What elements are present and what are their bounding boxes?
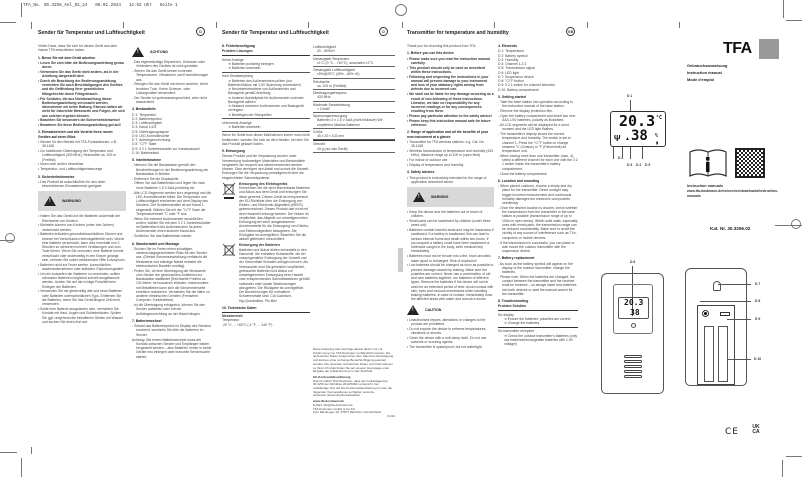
transmitter-front: [601, 273, 664, 394]
vent-slot: [624, 370, 642, 373]
list-item: - Das eigenmächtige Reparieren, Umbauen oder Verändern des Gerätes ist nicht gestattet.: [132, 60, 206, 69]
list-item: - When having more than one transmitter (max. 3), select a different channel for each one with the 3 2 1 switch inside the transmitter's battery compartment.: [498, 153, 578, 171]
solution-item: ➜ Ensure the batteries' polarities are correct: [504, 316, 571, 321]
battery-bin-icon: [222, 243, 236, 303]
list-item: • For indoor or outdoor use: [407, 158, 448, 163]
crop-mark: [782, 460, 783, 477]
list-item: • Please keep this instruction manual safe for future reference.: [407, 118, 491, 128]
list-item: - If the transmission is successful, you can place or wall mount the outdoor transmitter with the suspension device.: [498, 240, 575, 253]
list-item: • We shall not be liable for any damage occurring as a result of non-following of these instructions. Likewise, we take no responsibility for any incorrect readings or for any consequences resulting from them.: [407, 92, 494, 114]
list-item: • Display of temperature and humidity: [407, 163, 464, 167]
channel-icon: ▮: [656, 140, 659, 145]
intro-text: Vielen Dank, dass Sie sich für dieses Gerät aus dem Hause TFA entschieden haben.: [38, 44, 118, 53]
leader-line: [642, 147, 643, 159]
spec-row: [313, 56, 395, 68]
spec-label: Reichweite: [313, 79, 330, 84]
crop-mark: [0, 22, 16, 23]
problem-label: Keine Anzeige: [222, 57, 244, 62]
list-item: - The transmitter's display shows the current temperature and humidity. The switch is set to channel 1. Press the °C/°F button to change between °C (Celsius) or °F (Fahrenheit) as temperature unit.: [498, 132, 571, 154]
section-title: 8. Troubleshooting: [498, 299, 529, 304]
list-item: - Prüfen Sie, ob eine Übertragung der Messwerte vom Sender am gewünschten Aufstellort zur Basisstation stattfindet (Reichweite Freifeld ca. 100 Meter, bei massiven Wänden, insbesondere mit Metallteilen kann sich die Sendereichweite erheblich reduzieren. Vermeiden Sie die Nähe zu anderen elektrischen Geräten (Fernseher, Computer, Funktelefone).: [132, 268, 210, 303]
list-item: - Sobald das Batteriesymbol im Display des Senders erscheint, wechseln Sie bitte die Batterien im Sender.: [132, 324, 211, 337]
divider: [222, 118, 310, 119]
qr-code[interactable]: [735, 148, 765, 178]
list-item: • Please make sure you read the instruction manual carefully.: [407, 56, 490, 65]
list-item: • Do not expose the device to extreme temperatures, vibrations or shocks.: [407, 326, 487, 335]
doc-type-en: Instruction manual: [687, 70, 722, 75]
disposal-electronics-text: Entnehmen Sie die nicht festverbaute Batterien und Akkus aus dem Gerät und entsorgen Sie diese getrennt. Dieses Gerät ist entsprechend der EU-Richtlinie über die Entsorgung von Elektro- und Elektronik-Altgeräten (WEEE) gekennzeichnet. Dieses Produkt darf nicht mit dem Hausmüll entsorgt werden. Der Nutzer ist verpflichtet, das Altgerät zur umweltgerechten Entsorgung bei einer ausgewiesenen Annahmestelle für die Entsorgung von Elektro- und Elektronikgeräten abzugeben. Die Rückgabe ist unentgeltlich. Beachten Sie die aktuell geltenden Vorschriften!: [239, 186, 310, 241]
section-title: 7. Batteriewechsel: [132, 318, 162, 323]
de-left-col1: [38, 44, 126, 325]
list-item: • Zur kabellosen Übertragung der Temperatur und Luftfeuchtigkeit (433 MHz), Reichweite ca. 100 m (Freifeld): [38, 149, 116, 162]
list-item: D 8: °C/°F button: [498, 79, 524, 83]
disposal-text: Dieses Produkt und die Verpackung wurden unter Verwendung hochwertiger Materialien und Bestandteile hergestellt, die recycelt und wiederverwendet werden können. Dies verringert den Abfall und schont die Umwelt. Entsorgen Sie die Verpackung umweltgerecht über die eingerichteten Sammelsysteme.: [222, 154, 310, 180]
list-item: D 10: Batteriefach: [132, 150, 160, 155]
section-title: 4. Bestandteile: [132, 107, 156, 112]
solution-item: ➜ Neuinbetriebnahme von Außensender und Basisgerät gemäß Anleitung: [228, 87, 296, 96]
list-item: - Reinigen Sie das Gerät mit einem weichen, leicht feuchten Tuch. Keine Scheuer- oder Lösungsmittel verwenden!: [132, 82, 208, 95]
list-item: D 8: °C/°F Taste: [132, 142, 157, 147]
table-header: Problem Solution: [498, 304, 527, 309]
spec-row: [313, 67, 395, 79]
de-right-col2-specs: [313, 44, 395, 153]
list-item: • Batterien nicht ins Feuer werfen, kurzschließen, auseinandernehmen oder aufladen. Explosionsgefahr!: [38, 262, 124, 272]
solution-item: ➜ Beseitigen der Störquellen: [228, 112, 272, 117]
list-item: • The transmitter is splashproof, but not watertight.: [407, 344, 483, 349]
intro-text: Thank you for choosing this product from TFA.: [407, 44, 477, 48]
date-code: 01/24: [387, 413, 395, 418]
list-item: - Once the desired location is chosen, check whether the transmission from the transmitter to the base station is possible (transmission range of up to 100m in open areas). Within solid walls, especially ones with metal parts, the transmission range can be reduced considerably. Make sure to avoid the vicinity of any source of interference such as TVs, computers or mobile devices.: [498, 205, 578, 240]
list-item: • Halten Sie das Gerät und die Batterien außerhalb der Reichweite von Kindern.: [38, 214, 121, 223]
solution-item: ➜ Anderen Aufstellplatz für Außensender und/oder Basisgerät wählen: [228, 95, 304, 104]
list-item: • Durch die Beachtung der Bedienungsanleitung vermeiden Sie auch Beschädigungen des Gerätes und die Gefährdung Ihrer gesetzlichen Mängelrechte durch Fehlgebrauch.: [38, 78, 123, 96]
list-item: - Öffnen Sie das Batteriefach und legen Sie zwei neue Batterien 1,5 V AAA polrichtig ein.: [132, 181, 205, 190]
list-item: D 7: Aufhängevorrichtung: [132, 138, 171, 143]
caution-icon: [407, 305, 419, 315]
battery-compartment: [697, 305, 735, 385]
list-item: • Bewahren Sie diese Bedienungsanleitung gut auf!: [38, 123, 121, 128]
tfa-logo: [723, 39, 779, 59]
list-item: D 7: Suspension device: [498, 74, 534, 79]
en-col1: [407, 44, 494, 350]
caution-icon: [132, 47, 144, 57]
list-item: D 5: Transmission signal: [498, 66, 535, 71]
leader-line: [700, 301, 751, 302]
spec-label: Luftfeuchtigkeit: [313, 45, 336, 49]
section-title: 2. Einsatzbereich und alle Vorteile Ihres neuen Gerätes auf einen Blick: [38, 130, 113, 139]
list-item: • Für Schäden, die aus Nichtbeachtung dieser Bedienungsanleitung verursacht werden, übernehmen wir keine Haftung. Ebenso haften wir nicht für inkorrekte Messwerte und Folgen, die sich aus solchen ergeben können.: [38, 96, 125, 118]
section-title: 6. Standortwahl und Montage: [132, 241, 180, 246]
list-item: D 3: Humidity: [498, 57, 519, 62]
leader-line: [728, 359, 751, 360]
divider: [498, 310, 578, 311]
front-lcd-temp: 20.3: [624, 298, 644, 307]
list-item: • Batteries contain harmful acids and may be hazardous if swallowed. If a battery is swallowed, this can lead to serious internal burns and death within two hours. If you suspect a battery could have been swallowed or otherwise caught in the body, seek medical help immediately.: [407, 228, 494, 254]
flag-de: D: [196, 27, 205, 36]
list-item: - Remove the display protection film.: [498, 109, 553, 114]
registration-mark: [395, 4, 407, 16]
spec-value: 433 MHz: [317, 95, 331, 100]
crop-mark: [21, 3, 22, 17]
list-item: • Das Produkt ist ausschließlich für den oben beschriebenen Einsatzbereich geeignet.: [38, 179, 106, 188]
list-item: D 3: Luftfeuchtigkeit: [132, 121, 162, 126]
crop-mark: [783, 0, 784, 18]
list-item: - Close the battery compartment.: [498, 171, 548, 176]
list-item: - Setzen Sie das Gerät keinen extremen Temperaturen, Vibrationen und Erschütterungen aus.: [132, 69, 209, 82]
spec-label: Gewicht: [313, 142, 326, 147]
vent-slot: [624, 375, 642, 378]
flag-gb: GB: [566, 27, 575, 36]
page-title-de-left: Sender für Temperatur und Luftfeuchtigkeit: [38, 30, 145, 36]
front-window: [613, 284, 653, 334]
list-item: D 2: Battery symbol: [498, 53, 528, 58]
list-item: • Temperatur- und Luftfeuchtigkeitsanzeige: [38, 167, 103, 172]
list-item: • This product is exclusively intended for the range of application described above.: [407, 175, 487, 184]
table-header: Problem Lösungen: [222, 49, 253, 54]
spec-value: ca. 100 m (Freifeld): [317, 83, 347, 88]
spec-row: [313, 79, 395, 91]
front-lcd-hum: 38: [630, 308, 640, 317]
list-item: - When placed outdoors, choose a shady and dry place for the transmitter. Direct sunlight may trigger incorrect measurement and continuous humidity damages the electronic components needlessly.: [498, 184, 572, 206]
section-title: 6. Location and mounting: [498, 178, 540, 183]
suspension-device: [713, 281, 721, 291]
weee-block: [222, 182, 310, 242]
spec-label: Temperatur: [222, 318, 240, 323]
label-d5: D 5: [645, 163, 651, 167]
lcd-display: [610, 111, 666, 147]
page-title-de-right: Sender für Temperatur und Luftfeuchtigkeit: [222, 30, 329, 36]
list-item: D 6: LED-Kontrollleuchte: [132, 133, 170, 138]
list-item: - Alle LCD-Segmente werden kurz angezeigt und die LED-Kontrollleuchte blinkt. Die Temperatur und Luftfeuchtigkeit erscheinen auf dem Display des Senders. Der Schiebeschalter ist auf Kanal 1 eingestellt. Wählen Sie mit der °C/°F Taste die Temperatureinheit °C oder °F aus.: [132, 190, 211, 216]
list-item: - Open the battery compartment and insert two new AAA 1.5V batteries, polarity as illustrated.: [498, 113, 576, 123]
list-item: • Clean the device with a soft damp cloth. Do not use solvents or scouring agents.: [407, 335, 487, 345]
warning-label: WARNUNG: [62, 199, 81, 204]
crop-mark: [0, 452, 17, 453]
section-title: 8. Fehlerbeseitigung: [222, 44, 255, 48]
crop-mark: [494, 22, 495, 28]
label-d2: D 2: [636, 163, 642, 167]
email-link[interactable]: E-Mail: info@tfa-dostmann.de: [313, 402, 353, 407]
solution-item: ➜ Batterien polrichtig einlegen: [228, 61, 274, 66]
list-item: • Following and respecting the instructions in your manual will prevent damage to your instrument and loss of your statutory rights arising from defects due to incorrect use.: [407, 74, 489, 92]
list-item: Achtung: Bei einem Batteriewechsel muss der Kontakt zwischen Sender und Empfänger wieder hergestellt werden – also Batterien immer in beide Geräte neu einlegen oder manuelle Sendersuche starten.: [132, 337, 212, 359]
spec-value: 45 x 20 x 102 mm: [317, 134, 344, 138]
company-name: TFA Dostmann GmbH & Co.KG: [313, 406, 356, 411]
spec-label: Spannungsversorgung: [313, 114, 348, 118]
leader-line: [718, 284, 751, 285]
spec-subtitle: Messbereich: [222, 314, 243, 318]
celsius-fahrenheit-button[interactable]: [702, 310, 709, 317]
warning-box: [407, 187, 494, 207]
list-item: • This product should only be used as described within these instructions.: [407, 65, 486, 74]
manuals-info: [687, 184, 787, 199]
de-left-col2: [132, 44, 212, 359]
vent-slot: [624, 355, 642, 358]
list-item: D 4: Kanal 1/2/3: [132, 125, 157, 130]
speaker-grille: [612, 354, 654, 380]
list-item: • Verwenden Sie nie gleichzeitig alte und neue Batterien oder Batterien unterschiedlichen Typs. Entfernen Sie die Batterien, wenn Sie das Gerät längere Zeit nicht verwenden.: [38, 289, 123, 307]
spec-row: [313, 129, 395, 141]
manual-book-icon: [688, 148, 728, 178]
crop-mark: [21, 458, 22, 477]
caution-label: ACHTUNG: [150, 49, 168, 54]
battery-icon: ▲: [625, 136, 630, 142]
spec-value: -20 °C … +60°C (-4 °F … 140 °F): [222, 322, 273, 327]
solution-item: ➜ Batterien des Außensenders prüfen (nur Batterien/Akkus mit 1,5V Spannung verwenden!): [228, 78, 302, 87]
troubleshooting-note: Wenn Ihr Gerät trotz dieser Maßnahmen immer noch nicht funktioniert, wenden Sie sich an den Händler, bei dem Sie das Produkt gekauft haben.: [222, 133, 310, 146]
section-title: 3. Safety advices: [407, 170, 435, 175]
crop-mark: [31, 22, 32, 29]
list-item: • Innen oder außen einsetzbar: [38, 162, 84, 167]
warning-icon: [413, 192, 425, 202]
label-d3: D 3: [627, 163, 633, 167]
label-d9: D 9: [755, 317, 761, 321]
weee-bin-icon: [222, 182, 236, 242]
solution-item: ➜ Check the outdoor transmitter's batteries (only use batteries/rechargeable batteries with 1.5V voltage!): [504, 333, 578, 347]
crop-mark: [402, 22, 403, 28]
divider: [498, 327, 578, 328]
warning-box: [38, 191, 126, 211]
label-d7: D 7: [755, 282, 761, 286]
brand-name: TFA: [723, 40, 752, 57]
company-address: Zum Ellenbogen 10, 97877 Wertheim, Deutschland: [313, 410, 381, 415]
list-item: • Keep the device and the batteries out of reach of children.: [407, 210, 483, 219]
list-item: • Low batteries should be changed as soon as possible to prevent damage caused by leaking. Make sure the polarities are correct. Never use a combination of old and new batteries together, nor batteries of different types. Remove the batteries if the device will not be used for an extended period of time. Avoid contact with skin, eyes and mucous membranes when handling leaking batteries. In case of contact, immediately rinse the affected areas with water and consult a doctor.: [407, 263, 494, 302]
caution-label: CAUTION: [425, 307, 442, 312]
spec-label: Genauigkeit Temperatur: [313, 56, 350, 61]
spec-value: Batterien 2 x 1,5 V AAA (nicht inklusive) Wir empfehlen Alkaline Batterien: [317, 118, 383, 127]
list-item: - All LCD segments will be displayed for a short moment and the LED light flashes.: [498, 123, 569, 132]
catalog-number: Kat. Nr. 30.3256.02: [710, 226, 751, 231]
logo-box: [759, 39, 779, 59]
subsection-title: Entsorgung des Elektrogeräts: [239, 181, 288, 186]
section-title: 10. Technische Daten: [222, 305, 257, 310]
list-item: • Wireless transmission of temperature and humidity (433 MHz), distance range up to 100 m (open field): [407, 149, 493, 158]
list-item: - Suchen Sie im Freien einen schattigen, niederschlagsgeschützten Platz für den Sender aus. (Direkte Sonneneinstrahlung verfälscht die Messwerte und ständige Nässe belastet die elektronischen Bauteile unnötig).: [132, 246, 208, 268]
list-item: - Wenn Sie mehrere Außensender anschließen wollen, wählen Sie mit dem 3 2 1 Schiebeschalter im Batteriefach des Außensenders für jeden Außensender einen anderen Kanal aus.: [132, 216, 211, 234]
problem-label: No display: [498, 312, 514, 317]
de-right-legal: [313, 348, 395, 419]
list-item: • Beachten Sie besonders die Sicherheitshinweise!: [38, 118, 121, 123]
list-item: D 2: Batteriesymbol: [132, 116, 162, 121]
channel-switch[interactable]: [720, 312, 730, 316]
led-light-icon: [631, 323, 636, 328]
spec-label: Genauigkeit Luftfeuchtigkeit: [313, 68, 355, 72]
caution-box: [407, 305, 494, 315]
list-item: D 1: Temperatur: [132, 112, 157, 117]
de-right-col1: [222, 44, 310, 327]
battery-slot-2: [718, 326, 728, 382]
divider: [222, 55, 310, 56]
spec-label: Maximale Sendeleistung: [313, 102, 350, 107]
section-title: 7. Battery replacement: [498, 256, 535, 261]
spec-value: 20…80%rH: [317, 49, 335, 54]
label-d4: D 4: [618, 156, 624, 160]
list-item: D 10: Battery compartment: [498, 87, 539, 92]
spec-label: Größe: [313, 129, 323, 134]
leader-line: [630, 147, 631, 159]
list-item: • Batterien enthalten gesundheitsschädliche Säuren und können bei Verschlucken lebensgefährlich sein. Wurde eine Batterie verschluckt, kann dies innerhalb von 2 Stunden zu schweren inneren Verätzungen und zum Tode führen. Wenn Sie vermuten, eine Batterie könnte verschluckt oder anderweitig in den Körper gelangt sein, nehmen Sie sofort medizinische Hilfe in Anspruch.: [38, 232, 126, 262]
registration-mark: [5, 233, 15, 243]
problem-label: Unkorrekte Anzeige: [222, 120, 252, 125]
spec-row: [313, 113, 395, 129]
solution-item: ➜ Change the batteries: [504, 321, 540, 326]
spec-label: Übertragungsfrequenz: [313, 91, 347, 95]
label-d8: D 8: [755, 299, 761, 303]
problem-label: No transmitter reception: [498, 329, 535, 334]
divider: [222, 131, 310, 132]
label-d10: D 10: [754, 357, 762, 361]
legal-text: Diese Anleitung oder Auszüge daraus dürfen nur mit Zustimmung von TFA Dostmann veröffentlicht werden. Die technischen Daten entsprechen dem Stand bei Drucklegung und können ohne vorherige Benachrichtigung geändert werden. Die neuesten technischen Daten und Informationen zu Ihrem Produkt finden Sie auf unserer Homepage unter Eingabe der Artikel-Nummer in das Suchfeld.: [313, 347, 394, 374]
spec-row: [313, 140, 395, 153]
crop-mark: [587, 22, 588, 28]
doc-types: [687, 62, 787, 83]
list-item: • Kleinteile können von Kindern (unter drei Jahren) verschluckt werden.: [38, 223, 114, 232]
section-title: 2. Range of application and all the benefits of your new instrument at a glance: [407, 130, 489, 139]
crop-mark: [786, 20, 802, 21]
crop-mark: [123, 22, 124, 28]
list-item: • Verwenden Sie das Gerät nicht anders, als in der Anleitung dargestellt wird.: [38, 69, 119, 79]
subsection-title: Entsorgung der Batterien: [239, 243, 280, 248]
spec-value: ±1°C (0 °C…+40°C), ansonsten ±2°C: [317, 60, 374, 65]
list-item: - Der Sender ist spritzwassergeschützt, aber nicht wasserdicht.: [132, 95, 207, 105]
spec-value: < 10mW: [317, 106, 330, 111]
list-item: - Ist die Übertragung erfolgreich, können Sie den Sender aufstellen oder mit der Aufhängevorrichtung an der Wand hängen.: [132, 303, 206, 316]
section-title: 1. Before you use this device: [407, 51, 454, 56]
doc-type-fr: Mode d'emploi: [687, 77, 715, 82]
list-item: D 9: 3 2 1 switch for channel selection: [498, 83, 556, 88]
section-title: 5. Getting started: [498, 94, 526, 99]
list-item: D 1: Temperature: [498, 49, 525, 54]
print-header: TFA_No. 30.3256_Anl_01_24 08.01.2024 14:52 Uhr Seite 1: [23, 3, 178, 8]
list-item: D 4: Channel 1,2,3: [498, 62, 527, 66]
page-title-en: Transmitter for temperature and humidity: [407, 30, 509, 36]
disposal-battery-text: Batterien und Akkus dürfen keinesfalls in den Hausmüll. Sie enthalten Schadstoffe, die bei unsachgemäßer Entsorgung der Umwelt und der Gesundheit Schaden zufügen können. Als Verbraucher sind Sie gesetzlich verpflichtet, gebrauchte Batterien und Akkus zur umweltgerechten Entsorgung beim Handel oder entsprechenden Sammelstationen gemäß nationaler oder lokaler Bestimmungen abzugeben. Die Rückgabe ist unentgeltlich. Die Bezeichnungen für enthaltene Schwermetalle sind: Cd=Cadmium, Hg=Quecksilber, Pb=Blei: [239, 247, 310, 303]
list-item: • Transmitter for TFA wireless stations: e.g. Cat. No. 35.1168: [407, 139, 485, 149]
list-item: - Nehmen Sie die Basisstation gemäß den Beschreibungen in der Bedienungsanleitung der Basisstation in Betrieb.: [132, 163, 209, 176]
list-item: • Um ein Auslaufen der Batterien zu vermeiden, sollten schwache Batterien möglichst schnell ausgetauscht werden. Achten Sie auf die richtige Polarität beim Einlegen der Batterien.: [38, 271, 121, 289]
list-item: - Schließen Sie das Batteriefach wieder.: [132, 234, 193, 239]
crop-mark: [31, 447, 32, 454]
warning-icon: [44, 196, 56, 206]
list-item: • Sollte eine Batterie ausgelaufen sein, vermeiden Sie Kontakt mit Haut, Augen und Schleimhäuten. Spülen Sie ggf. umgehend die betroffenen Stellen mit Wasser und suchen Sie einen Arzt auf.: [38, 307, 124, 324]
list-item: - Please note: When the batteries are changed, the contact between the transmitter and the receiver must be restored – so always insert new batteries into both devices or start the manual search for the transmitter.: [498, 274, 577, 296]
battery-slot-1: [704, 326, 714, 382]
flag-de: D: [379, 27, 388, 36]
crop-mark: [679, 22, 680, 28]
list-item: D 6: LED light: [498, 70, 519, 75]
lcd-humidity-unit: %: [655, 133, 659, 139]
lcd-temperature-unit: °C: [656, 115, 663, 121]
spec-row: [313, 102, 395, 114]
transmitter-back: [685, 268, 747, 386]
front-lcd: [618, 297, 649, 319]
registration-mark: [791, 219, 801, 229]
list-item: • Sender für den Betrieb mit TFA-Funkstationen: z.B. 35.1168: [38, 139, 117, 149]
manuals-url[interactable]: www.tfa-dostmann.de/en/service/downloads/instruction-manuals: [687, 189, 778, 198]
list-item: • Batteries must not be thrown into a fire, short-circuited, taken apart or recharged. Risk of explosion!: [407, 254, 492, 263]
warning-label: WARNING: [431, 194, 449, 199]
leader-line: [613, 147, 614, 159]
spec-row: [313, 90, 395, 102]
section-title: 3. Sicherheitshinweise: [38, 174, 75, 179]
spec-value: ±5%@25°C (40%…80% rH): [317, 72, 360, 77]
list-item: • Unauthorised repairs, alterations or changes to the product are prohibited.: [407, 317, 486, 326]
list-item: • Lesen Sie sich bitte die Bedienungsanleitung genau durch.: [38, 60, 124, 69]
leader-line: [727, 319, 751, 320]
divider: [222, 312, 310, 313]
crop-mark: [308, 22, 309, 28]
website-link[interactable]: www.tfa-dostmann.de: [313, 399, 345, 404]
solution-item: ➜ Batterien wechseln: [228, 66, 261, 70]
lcd-temperature: 20.3: [619, 112, 656, 130]
en-col2: [498, 44, 578, 346]
spec-value: 43 g (nur das Gerät): [317, 146, 348, 151]
list-item: D 9: 3 2 1 Schiebeschalter zur Kanalauswahl: [132, 146, 200, 151]
spec-row: [313, 44, 395, 56]
vent-slot: [624, 365, 642, 368]
solution-item: ➜ Batterien wechseln: [228, 125, 261, 129]
ce-mark: CE: [725, 427, 739, 437]
label-d1: D 1: [627, 94, 633, 98]
section-title: 5. Inbetriebnahme: [132, 158, 162, 163]
eu-declaration-title: EU-Konformitätserklärung: [313, 374, 351, 379]
vent-slot: [624, 360, 642, 363]
list-item: - Take the base station into operation according to the instruction manual of the base station.: [498, 100, 573, 109]
solution-item: ➜ Abstand zwischen Außensender und Basisgerät verringern: [228, 104, 304, 113]
label-d6: D 6: [630, 260, 636, 264]
list-item: • Please pay particular attention to the safety advice!: [407, 114, 492, 119]
caution-box: [132, 47, 212, 57]
list-item: D 5: Übertragungssignal: [132, 129, 169, 134]
doc-type-de: Gebrauchsanweisung: [687, 63, 728, 68]
eu-declaration-text: Hiermit erklärt TFA Dostmann, dass der Funkanlagentyp 30.3256 der Richtlinie 2014/53/EU entspricht. Der vollständige Text der EU-Konformitätserklärung ist unter der folgenden Internetadresse verfügbar: www.tfa-dostmann.de/service/downloads/ce: [313, 378, 393, 398]
problem-label: Kein Sendeempfang: [222, 74, 253, 79]
crop-mark: [786, 456, 802, 457]
list-item: - As soon as the battery symbol will appear on the display of the outdoor transmitter, change the batteries.: [498, 261, 573, 274]
list-item: - Entfernen Sie die Displayfolie.: [132, 176, 180, 181]
section-title: 4. Elements: [498, 44, 517, 48]
lcd-humidity: 38: [631, 128, 648, 144]
page-tab-marker: [398, 248, 403, 272]
manuals-title: Instruction manuals: [687, 184, 724, 188]
ukca-mark: UK CA: [752, 424, 760, 435]
section-title: 1. Bevor Sie mit dem Gerät arbeiten: [38, 55, 96, 60]
crop-mark: [216, 22, 217, 28]
divider: [222, 72, 310, 73]
antenna-icon: Ψ: [614, 134, 621, 143]
battery-disposal-block: [222, 243, 310, 303]
section-title: 9. Entsorgung: [222, 149, 245, 153]
list-item: • Small parts can be swallowed by children (under three years old).: [407, 219, 491, 228]
